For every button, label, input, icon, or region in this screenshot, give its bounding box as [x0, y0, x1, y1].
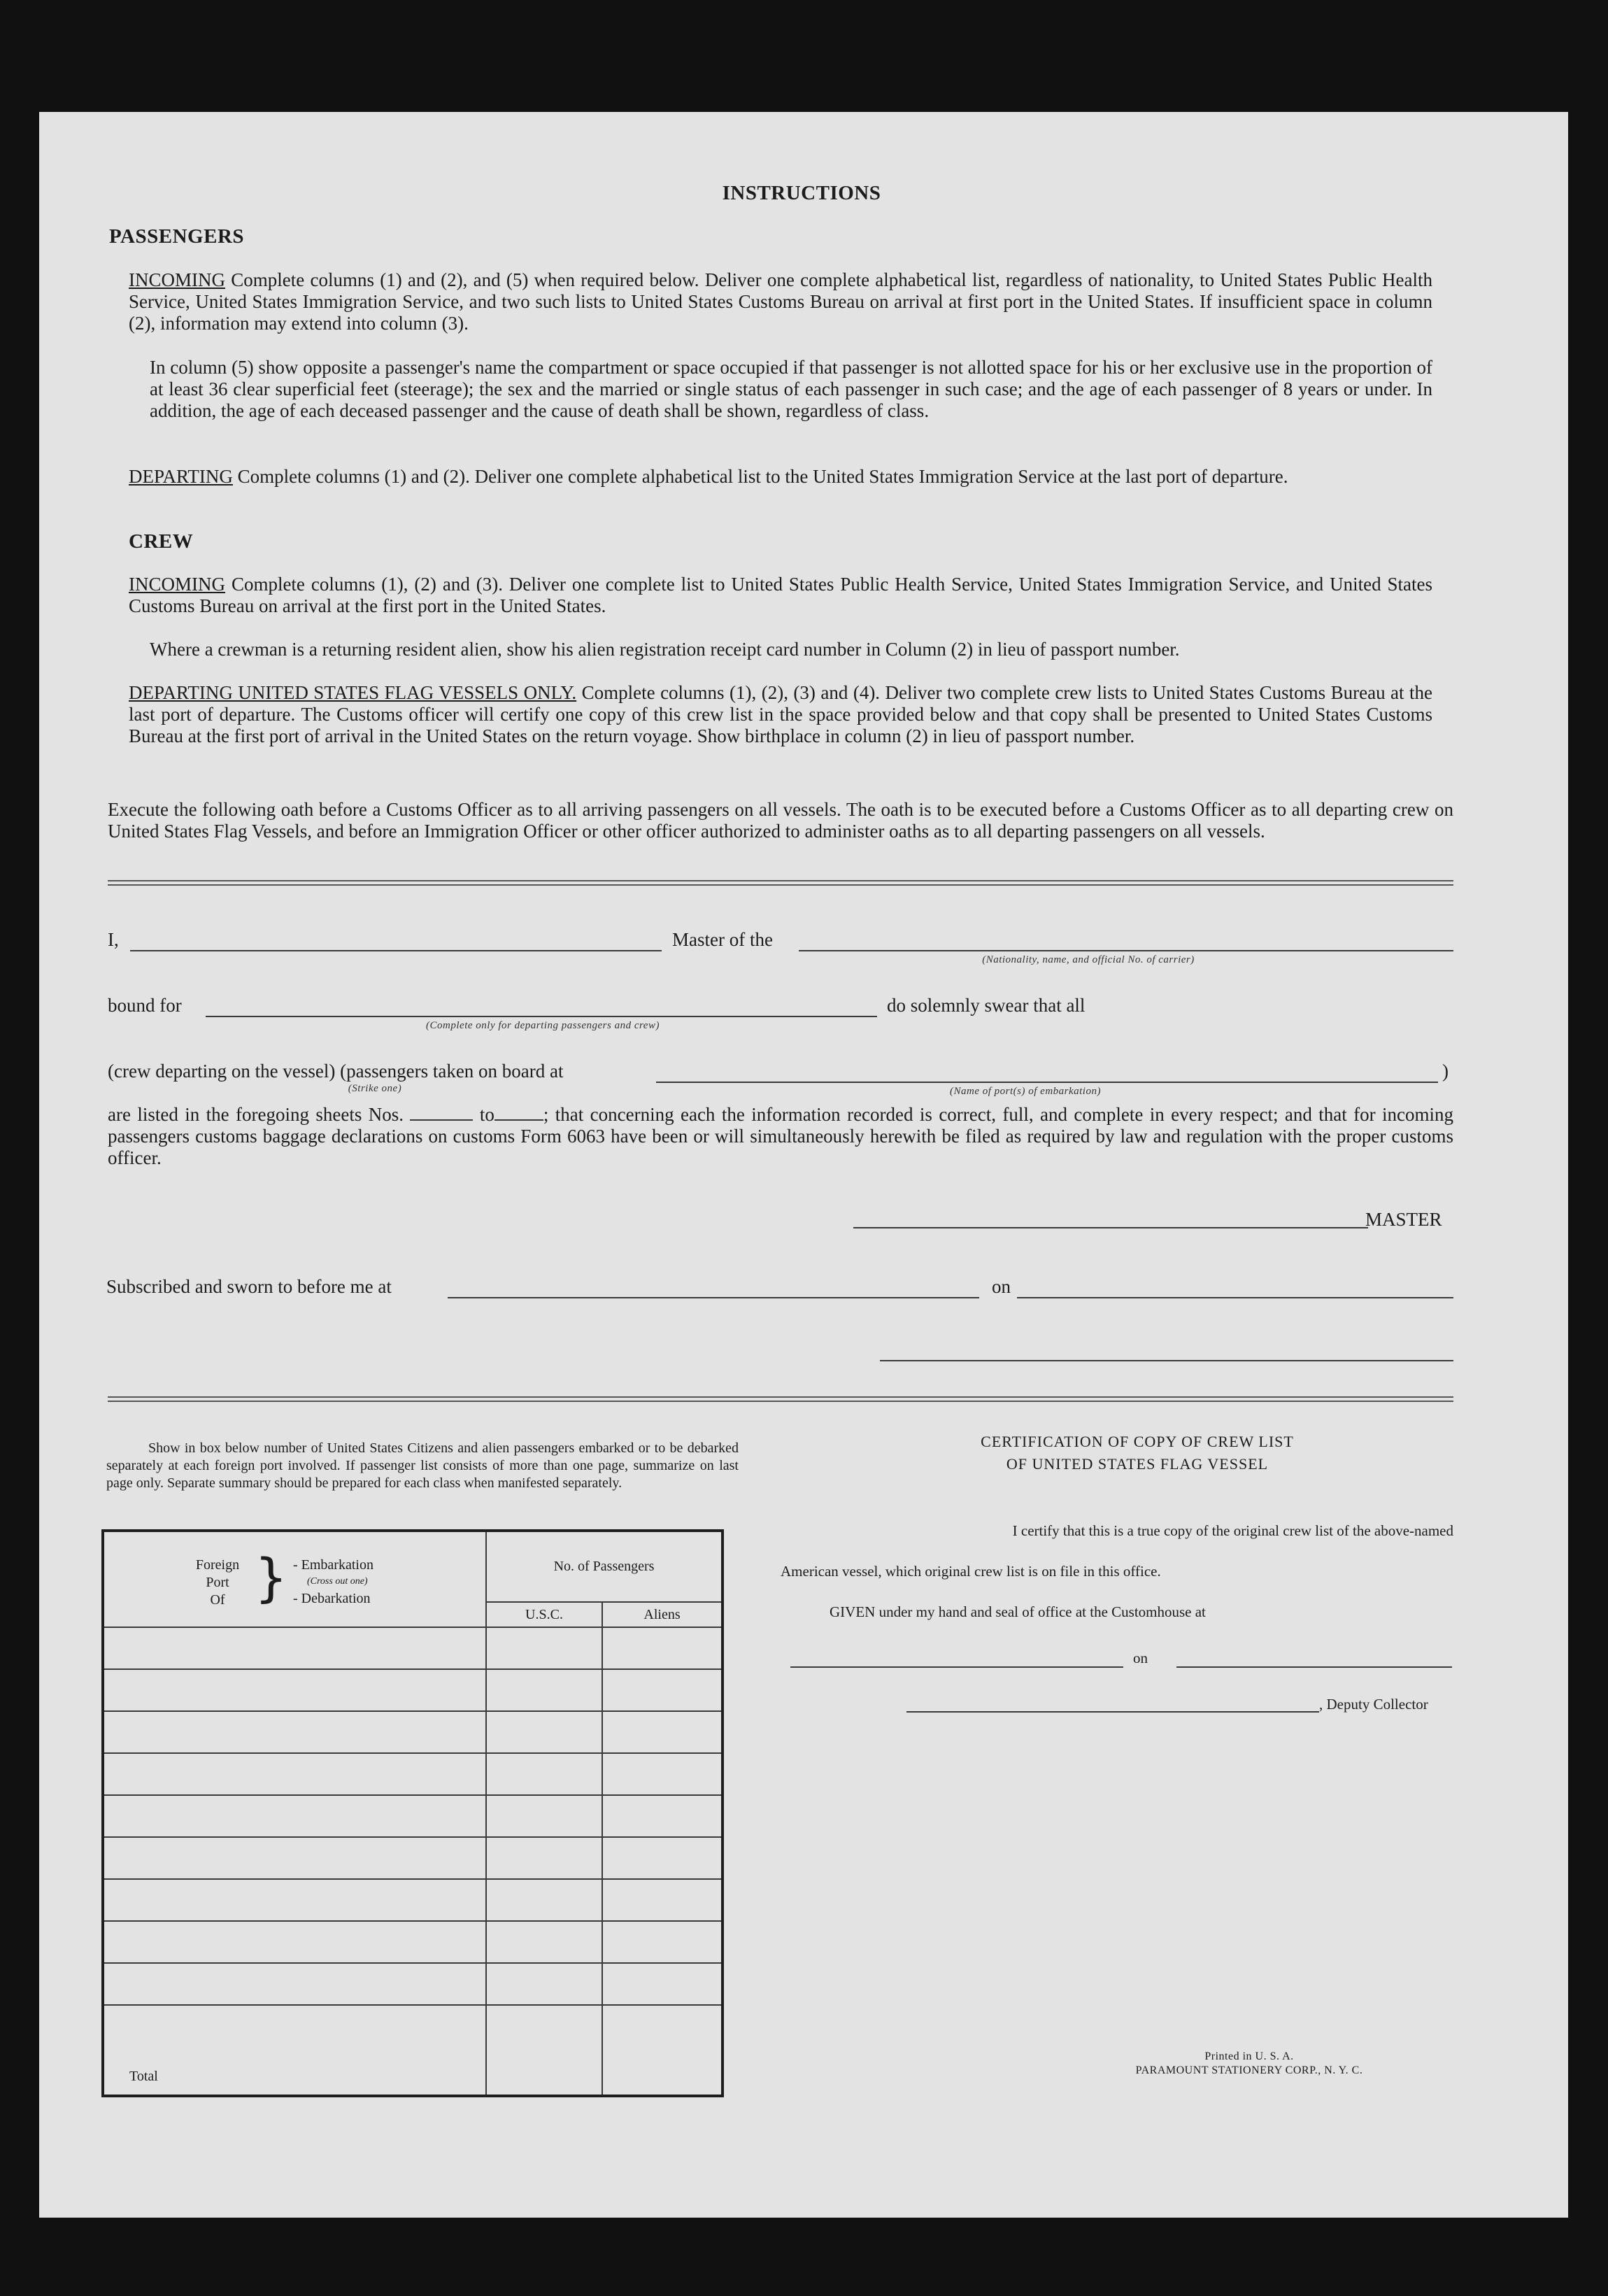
port-cell[interactable] [103, 1963, 486, 2005]
usc-cell[interactable] [486, 1921, 602, 1963]
crew-departing-label: DEPARTING UNITED STATES FLAG VESSELS ONLY. [129, 682, 577, 703]
given-text: GIVEN under my hand and seal of office at the Customhouse at [830, 1603, 1206, 1620]
ports-table [101, 1529, 724, 2097]
box-instructions: Show in box below number of United States Citizens and alien passengers embarked or to be debarked separately at each foreign port involved. If passenger list consists of more than one page, summarize on last page only. Separate summary should be prepared for each class when manifested separately. [106, 1440, 739, 1491]
aliens-cell[interactable] [602, 1669, 723, 1711]
crew-departing-paragraph [129, 682, 1432, 747]
printed-in-usa: Printed in U. S. A. [1204, 2050, 1294, 2062]
passengers-incoming-text: Complete columns (1) and (2), and (5) when required below. Deliver one complete alphabetical list, regardless of nationality, to United States Public Health Service, United States Immigration Service, and two such lists to United States Customs Bureau on arrival at first port in the United States. If insufficient space in column (2), information may extend into column (3). [129, 269, 1433, 334]
page-title: INSTRUCTIONS [722, 182, 881, 204]
master-name-field[interactable] [130, 950, 662, 951]
crew-resident-paragraph: Where a crewman is a returning resident alien, show his alien registration receipt card number in Column (2) in lieu of passport number. [150, 639, 1180, 660]
aliens-cell[interactable] [602, 1627, 723, 1669]
aliens-header: Aliens [602, 1602, 723, 1627]
debarkation-label: - Debarkation [293, 1590, 371, 1606]
usc-cell[interactable] [486, 1669, 602, 1711]
master-signature-field[interactable] [853, 1227, 1368, 1228]
certification-title-line1: CERTIFICATION OF COPY OF CREW LIST [981, 1433, 1294, 1450]
usc-cell[interactable] [486, 1795, 602, 1837]
brace-icon: } [255, 1547, 288, 1608]
port-cell[interactable] [103, 1921, 486, 1963]
port-cell[interactable] [103, 1879, 486, 1921]
usc-cell[interactable] [486, 1753, 602, 1795]
to-label: to [479, 1104, 495, 1125]
sworn-date-field[interactable] [1017, 1297, 1453, 1298]
cross-out-label: (Cross out one) [307, 1575, 368, 1587]
form-sheet [39, 112, 1568, 2218]
sworn-on-label: on [992, 1276, 1011, 1297]
crew-departing-label: (crew departing on the vessel) (passengers taken on board at [108, 1061, 564, 1082]
crew-heading: CREW [129, 530, 194, 553]
total-label: Total [129, 2069, 158, 2084]
american-vessel-text: American vessel, which original crew list is on file in this office. [781, 1563, 1161, 1580]
crew-departing-text: Complete columns (1), (2), (3) and (4). Deliver two complete crew lists to United States Customs Bureau at the last port of departure. The Customs officer will certify one copy of this crew list in the space provided below and that copy shall be presented to United States Customs Bureau at the first port of arrival in the United States on the return voyage. Show birthplace in column (2) in lieu of passport number. [129, 682, 1432, 746]
of-label: Of [210, 1592, 225, 1608]
oath-i-label: I, [108, 929, 119, 950]
port-cell[interactable] [103, 1753, 486, 1795]
aliens-cell[interactable] [602, 1921, 723, 1963]
certification-title-line2: OF UNITED STATES FLAG VESSEL [1006, 1455, 1269, 1473]
aliens-cell[interactable] [602, 1711, 723, 1753]
strike-one-caption: (Strike one) [348, 1083, 402, 1094]
listed-paragraph [108, 1104, 1453, 1169]
bound-for-field[interactable] [206, 1016, 877, 1017]
cert-date-field[interactable] [1176, 1666, 1452, 1668]
passengers-heading: PASSENGERS [109, 225, 245, 248]
total-label-cell [103, 2005, 486, 2096]
sheet-to-field[interactable] [495, 1119, 543, 1121]
aliens-cell[interactable] [602, 1879, 723, 1921]
officer-signature-field[interactable] [880, 1360, 1453, 1361]
crew-incoming-text: Complete columns (1), (2) and (3). Deliver one complete list to United States Public Health Service, United States Immigration Service, and United States Customs Bureau on arrival at the first port in the United States. [129, 574, 1433, 616]
ports-header-cell [103, 1531, 486, 1627]
total-aliens-cell[interactable] [602, 2005, 723, 2096]
usc-cell[interactable] [486, 1711, 602, 1753]
carrier-field[interactable] [799, 950, 1453, 951]
aliens-cell[interactable] [602, 1963, 723, 2005]
section-divider-2 [108, 1396, 1453, 1402]
printer-credit [1088, 2050, 1410, 2078]
carrier-caption: (Nationality, name, and official No. of carrier) [982, 954, 1195, 965]
cert-on-label: on [1133, 1650, 1148, 1666]
usc-cell[interactable] [486, 1879, 602, 1921]
embarkation-label: - Embarkation [293, 1557, 373, 1573]
master-of-the-label: Master of the [672, 929, 773, 950]
listed-prefix: are listed in the foregoing sheets Nos. [108, 1104, 404, 1125]
section-divider [108, 880, 1453, 886]
passengers-departing-label: DEPARTING [129, 466, 233, 487]
port-cell[interactable] [103, 1669, 486, 1711]
no-passengers-header: No. of Passengers [486, 1531, 723, 1602]
port-cell[interactable] [103, 1795, 486, 1837]
oath-intro: Execute the following oath before a Customs Officer as to all arriving passengers on all vessels. The oath is to be executed before a Customs Officer as to all departing crew on United States Flag Vessels, and before an Immigration Officer or other officer authorized to administer oaths as to all departing passengers on all vessels. [108, 799, 1453, 842]
passengers-departing-text: Complete columns (1) and (2). Deliver one complete alphabetical list to the United States Immigration Service at the last port of departure. [237, 466, 1288, 487]
port-cell[interactable] [103, 1837, 486, 1879]
port-cell[interactable] [103, 1627, 486, 1669]
usc-cell[interactable] [486, 1627, 602, 1669]
close-paren: ) [1442, 1061, 1449, 1082]
usc-header: U.S.C. [486, 1602, 602, 1627]
bound-for-caption: (Complete only for departing passengers and crew) [426, 1020, 660, 1031]
crew-incoming-paragraph [129, 574, 1432, 617]
bound-for-label: bound for [108, 995, 182, 1016]
deputy-collector-label: , Deputy Collector [1319, 1696, 1428, 1713]
certify-text: I certify that this is a true copy of the original crew list of the above-named [1012, 1522, 1453, 1539]
column5-paragraph: In column (5) show opposite a passenger's name the compartment or space occupied if that passenger is not allotted space for his or her exclusive use in the proportion of at least 36 clear superficial feet (steerage); the sex and the married or single status of each passenger in such case; and the age of each passenger of 8 years or under. In addition, the age of each deceased passenger and the cause of death shall be shown, regardless of class. [150, 357, 1432, 421]
swear-label: do solemnly swear that all [887, 995, 1086, 1016]
usc-cell[interactable] [486, 1963, 602, 2005]
passengers-incoming-label: INCOMING [129, 269, 225, 290]
subscribed-label: Subscribed and sworn to before me at [106, 1276, 392, 1297]
port-cell[interactable] [103, 1711, 486, 1753]
master-label: MASTER [1365, 1209, 1442, 1230]
passengers-incoming-paragraph [129, 269, 1432, 334]
printer-name: PARAMOUNT STATIONERY CORP., N. Y. C. [1135, 2064, 1363, 2076]
passengers-departing-paragraph [129, 466, 1432, 488]
aliens-cell[interactable] [602, 1795, 723, 1837]
customhouse-field[interactable] [790, 1666, 1123, 1668]
sworn-place-field[interactable] [448, 1297, 979, 1298]
foreign-label: Foreign [195, 1557, 240, 1573]
crew-incoming-label: INCOMING [129, 574, 225, 595]
aliens-cell[interactable] [602, 1837, 723, 1879]
listed-rest: ; that concerning each the information recorded is correct, full, and complete in every respect; and that for incoming passengers customs baggage declarations on customs Form 6063 have been or will simultaneously herewith be filed as required by law and regulation with the proper customs officer. [108, 1104, 1454, 1168]
total-usc-cell[interactable] [486, 2005, 602, 2096]
sheet-from-field[interactable] [410, 1119, 473, 1121]
usc-cell[interactable] [486, 1837, 602, 1879]
embarkation-ports-field[interactable] [656, 1082, 1438, 1083]
deputy-signature-field[interactable] [906, 1711, 1319, 1713]
aliens-cell[interactable] [602, 1753, 723, 1795]
ports-caption: (Name of port(s) of embarkation) [950, 1086, 1101, 1097]
port-label: Port [206, 1574, 229, 1590]
